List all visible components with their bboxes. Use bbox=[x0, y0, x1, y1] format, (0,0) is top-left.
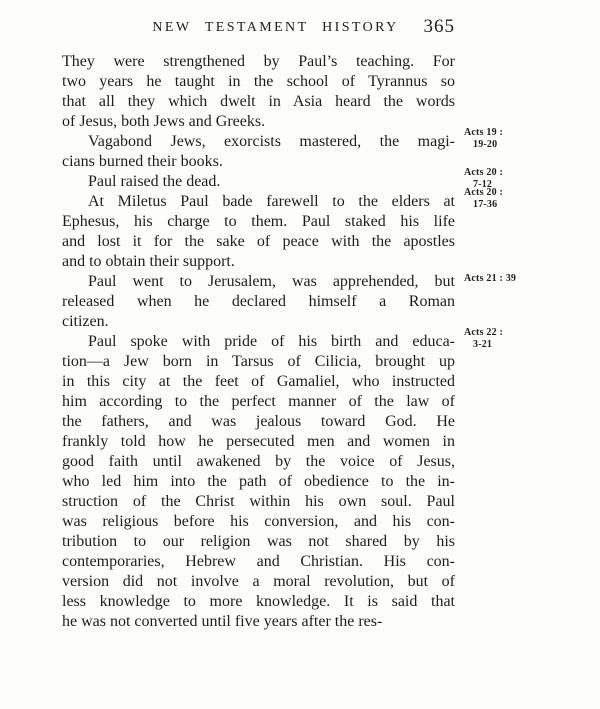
text-line: in this city at the feet of Gamaliel, who instructed bbox=[62, 373, 455, 390]
margin-note-line: Acts 20 : bbox=[464, 167, 504, 178]
page-body bbox=[62, 52, 517, 632]
margin-note-line: Acts 22 : bbox=[464, 327, 504, 338]
text-line: that all they which dwelt in Asia heard the words bbox=[62, 93, 455, 110]
margin-note-line: Acts 19 : bbox=[464, 127, 504, 138]
text-line: contemporaries, Hebrew and Christian. His con- bbox=[62, 553, 455, 570]
running-header bbox=[62, 16, 455, 42]
running-head-title: NEW TESTAMENT HISTORY bbox=[152, 20, 399, 35]
text-line: who led him into the path of obedience to the in- bbox=[62, 473, 455, 490]
margin-note bbox=[464, 127, 559, 150]
text-line: Ephesus, his charge to them. Paul staked his life bbox=[62, 213, 455, 230]
text-line: two years he taught in the school of Tyrannus so bbox=[62, 73, 455, 90]
text-line: Paul went to Jerusalem, was apprehended, but bbox=[88, 273, 455, 290]
text-line: was religious before his conversion, and his con- bbox=[62, 513, 455, 530]
text-line: him according to the perfect manner of the law of bbox=[62, 393, 455, 410]
text-line: less knowledge to more knowledge. It is said that bbox=[62, 593, 455, 610]
text-line: They were strengthened by Paul’s teaching. For bbox=[62, 53, 455, 70]
text-line: cians burned their books. bbox=[62, 153, 223, 170]
text-line: and lost it for the sake of peace with the apostles bbox=[62, 233, 455, 250]
text-line: tion—a Jew born in Tarsus of Cilicia, brought up bbox=[62, 353, 455, 370]
paragraph bbox=[62, 52, 455, 132]
text-line: tribution to our religion was not shared by his bbox=[62, 533, 455, 550]
text-line: Paul raised the dead. bbox=[88, 173, 221, 190]
text-line: of Jesus, both Jews and Greeks. bbox=[62, 113, 266, 130]
text-line: he was not converted until five years after the res- bbox=[62, 613, 383, 630]
text-line: Vagabond Jews, exorcists mastered, the magi- bbox=[88, 133, 455, 150]
paragraph bbox=[62, 272, 517, 332]
paragraph bbox=[62, 167, 504, 192]
margin-note-line: 3-21 bbox=[473, 338, 493, 350]
margin-note bbox=[464, 327, 559, 350]
text-line: good faith until awakened by the voice of Jesus, bbox=[62, 453, 455, 470]
margin-note-line: 17-36 bbox=[473, 198, 498, 210]
text-line: struction of the Christ within his own soul. Paul bbox=[62, 493, 455, 510]
margin-note-line: Acts 21 : 39 bbox=[464, 273, 517, 284]
margin-note bbox=[464, 187, 559, 210]
text-line: the fathers, and was jealous toward God. He bbox=[62, 413, 455, 430]
paragraph bbox=[62, 187, 504, 272]
text-line: released when he declared himself a Roman bbox=[62, 293, 455, 310]
paragraph bbox=[62, 127, 504, 172]
text-line: and to obtain their support. bbox=[62, 253, 235, 270]
margin-note bbox=[464, 273, 559, 285]
text-line: At Miletus Paul bade farewell to the elders at bbox=[88, 193, 455, 210]
text-line: version did not involve a moral revolution, but of bbox=[62, 573, 455, 590]
paragraph bbox=[62, 327, 504, 632]
text-line: Paul spoke with pride of his birth and educa- bbox=[88, 333, 455, 350]
margin-note-line: Acts 20 : bbox=[464, 187, 504, 198]
margin-note-line: 19-20 bbox=[473, 138, 498, 150]
page-number: 365 bbox=[423, 16, 455, 37]
text-line: citizen. bbox=[62, 313, 109, 330]
text-line: frankly told how he persecuted men and women in bbox=[62, 433, 455, 450]
margin-note-line: 7-12 bbox=[473, 178, 493, 190]
